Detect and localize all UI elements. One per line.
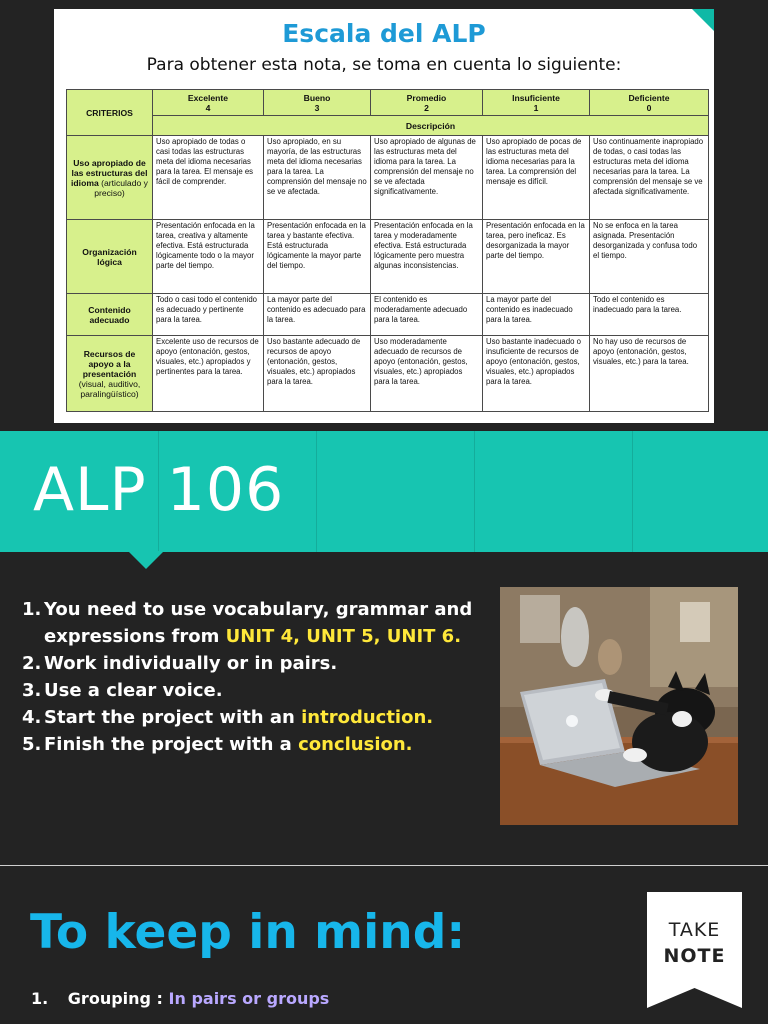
- rubric-card: [54, 9, 714, 423]
- level-name: Insuficiente: [512, 92, 560, 103]
- rubric-header-level: [483, 90, 590, 116]
- level-name: Excelente: [187, 92, 229, 103]
- banner-stripe: [474, 431, 475, 552]
- instruction-text: Finish the project with a: [44, 734, 299, 755]
- rubric-cell: No hay uso de recursos de apoyo (entonación, gestos, visuales, etc.) para la tarea.: [590, 336, 709, 412]
- rubric-header-level: [590, 90, 709, 116]
- instruction-item: [22, 596, 492, 650]
- rubric-cell: Uso continuamente inapropiado de todas, o casi todas las estructuras meta del idioma necesarias para la tarea. La comprensión del mensaje se ve afectada significativamente.: [590, 136, 709, 220]
- item-label: Grouping :: [67, 989, 163, 1008]
- instruction-text: You need to use vocabulary, grammar and expressions from: [44, 599, 473, 647]
- level-score: 0: [646, 102, 652, 113]
- badge-line1: TAKE: [668, 919, 721, 941]
- rubric-header-descripcion: Descripción: [153, 116, 709, 136]
- banner-stripe: [632, 431, 633, 552]
- rubric-cell: Uso apropiado de algunas de las estructuras meta del idioma para la tarea. La comprensión del mensaje no se ve afectada significativamente.: [371, 136, 483, 220]
- instruction-text: Work individually or in pairs.: [44, 653, 338, 674]
- badge-line2: NOTE: [663, 945, 726, 967]
- criterion-label: Organización lógica: [82, 246, 137, 267]
- level-name: Bueno: [303, 92, 331, 103]
- instruction-number: 5.: [22, 734, 42, 755]
- level-score: 3: [314, 102, 320, 113]
- instructions-list: [22, 596, 492, 758]
- criterion-label: Recursos de apoyo a la presentación: [82, 348, 137, 379]
- rubric-cell: Uso apropiado, en su mayoría, de las estructuras meta del idioma necesarias para la tarea. La comprensión del mensaje no se ve afectada.: [264, 136, 371, 220]
- rubric-cell: Todo el contenido es inadecuado para la tarea.: [590, 294, 709, 336]
- level-score: 1: [533, 102, 539, 113]
- rubric-subtitle: Para obtener esta nota, se toma en cuenta lo siguiente:: [146, 55, 622, 75]
- rubric-cell: Uso bastante inadecuado o insuficiente de recursos de apoyo (entonación, gestos, visuales, etc.) apropiados para la tarea.: [483, 336, 590, 412]
- banner-stripe: [316, 431, 317, 552]
- rubric-row: [67, 136, 709, 220]
- instruction-number: 3.: [22, 680, 42, 701]
- rubric-table: [66, 89, 709, 412]
- rubric-cell: Uso bastante adecuado de recursos de apoyo (entonación, gestos, visuales, etc.) apropiados para la tarea.: [264, 336, 371, 412]
- rubric-cell: Presentación enfocada en la tarea y bastante efectiva. Está estructurada lógicamente la mayor parte del tiempo.: [264, 220, 371, 294]
- level-name: Deficiente: [628, 92, 670, 103]
- instruction-item: [22, 731, 492, 758]
- cat-on-laptop-photo: [500, 587, 738, 825]
- instruction-highlight: UNIT 4, UNIT 5, UNIT 6.: [225, 626, 462, 647]
- instruction-text: Use a clear voice.: [44, 680, 223, 701]
- level-score: 2: [424, 102, 429, 113]
- rubric-section: [0, 0, 768, 430]
- rubric-header-level: [264, 90, 371, 116]
- rubric-cell: No se enfoca en la tarea asignada. Presentación desorganizada y confusa todo el tiempo.: [590, 220, 709, 294]
- instruction-number: 2.: [22, 653, 42, 674]
- keep-in-mind-item: [31, 989, 329, 1008]
- rubric-title: Escala del ALP: [282, 19, 486, 48]
- section-divider: [0, 865, 768, 866]
- rubric-header-level: [153, 90, 264, 116]
- criterion-label: Uso apropiado de las estructuras del idioma: [71, 157, 148, 188]
- banner-notch: [128, 551, 164, 569]
- rubric-criterion: [67, 336, 153, 412]
- rubric-cell: El contenido es moderadamente adecuado para la tarea.: [371, 294, 483, 336]
- rubric-header-criterios: CRITERIOS: [67, 90, 153, 136]
- rubric-header-level: [371, 90, 483, 116]
- rubric-cell: La mayor parte del contenido es adecuado para la tarea.: [264, 294, 371, 336]
- rubric-criterion: [67, 220, 153, 294]
- level-name: Promedio: [406, 92, 447, 103]
- rubric-cell: Uso apropiado de todas o casi todas las estructuras meta del idioma necesarias para la tarea. El mensaje es fácil de comprender.: [153, 136, 264, 220]
- banner-title: ALP 106: [33, 455, 285, 525]
- rubric-cell: La mayor parte del contenido es inadecuado para la tarea.: [483, 294, 590, 336]
- rubric-cell: Presentación enfocada en la tarea y moderadamente efectiva. Está estructurada lógicamente pero muestra algunas inconsistencias.: [371, 220, 483, 294]
- criterion-sublabel: (articulado y preciso): [94, 177, 148, 198]
- instruction-highlight: conclusion.: [298, 734, 413, 755]
- rubric-criterion: [67, 136, 153, 220]
- instruction-number: 1.: [22, 599, 42, 620]
- instruction-highlight: introduction.: [301, 707, 434, 728]
- item-value: In pairs or groups: [168, 989, 330, 1008]
- instruction-item: [22, 677, 492, 704]
- rubric-row: [67, 336, 709, 412]
- item-number: 1.: [31, 989, 49, 1008]
- rubric-cell: Excelente uso de recursos de apoyo (entonación, gestos, visuales, etc.) apropiados y pertinentes para la tarea.: [153, 336, 264, 412]
- rubric-cell: Uso moderadamente adecuado de recursos de apoyo (entonación, gestos, visuales, etc.) apropiados para la tarea.: [371, 336, 483, 412]
- rubric-cell: Todo o casi todo el contenido es adecuado y pertinente para la tarea.: [153, 294, 264, 336]
- instruction-item: [22, 704, 492, 731]
- rubric-row: [67, 220, 709, 294]
- take-note-badge: [647, 892, 742, 1008]
- criterion-sublabel: (visual, auditivo, paralingüístico): [78, 378, 141, 399]
- level-score: 4: [205, 102, 211, 113]
- criterion-label: Contenido adecuado: [88, 304, 131, 325]
- rubric-cell: Presentación enfocada en la tarea, pero ineficaz. Es desorganizada la mayor parte del tiempo.: [483, 220, 590, 294]
- cat-laptop-illustration: [500, 587, 738, 825]
- rubric-row: [67, 294, 709, 336]
- instruction-number: 4.: [22, 707, 42, 728]
- instruction-text: Start the project with an: [44, 707, 302, 728]
- rubric-criterion: [67, 294, 153, 336]
- instruction-item: [22, 650, 492, 677]
- keep-in-mind-title: To keep in mind:: [30, 905, 466, 960]
- rubric-cell: Uso apropiado de pocas de las estructuras meta del idioma necesarias para la tarea. La comprensión del mensaje es difícil.: [483, 136, 590, 220]
- rubric-cell: Presentación enfocada en la tarea, creativa y altamente efectiva. Está estructurada lógicamente todo o la mayor parte del tiempo.: [153, 220, 264, 294]
